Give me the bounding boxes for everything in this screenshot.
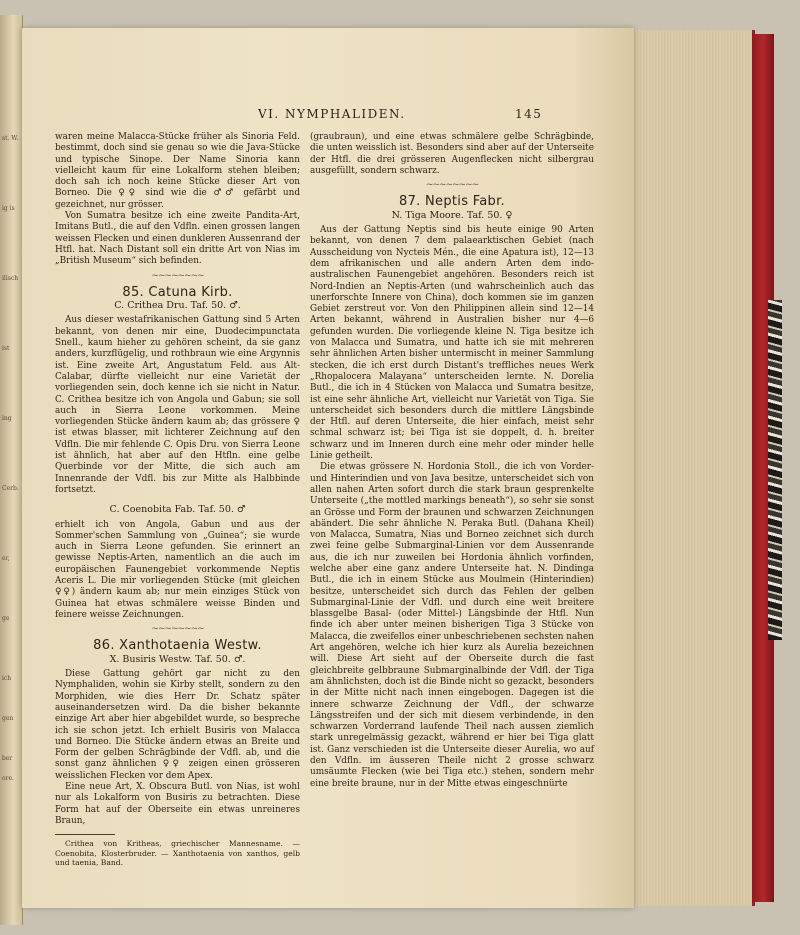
left-column <box>55 132 300 868</box>
section-ornament: ~~~~~~~~ <box>151 270 204 281</box>
page-block-edge <box>634 30 755 906</box>
section-title: 87. Neptis Fabr. <box>399 194 505 210</box>
paragraph: Aus der Gattung Neptis sind bis heute einige 90 Arten bekannt, von denen 7 dem palaearktischen Gebiet (nach Ausscheidung von Nycteis Mén., die eine Apatura ist), 12—13 dem afrikanischen und alle andern Arten dem indo-australischen Faunengebiet angehören. Besonders reich ist Nord-Indien an Neptis-Arten (und wahrscheinlich auch das unerforschte Innere von China), doch kommen sie im ganzen Gebiet zerstreut vor. Von den Philippinen allein sind 12—14 Arten bekannt, während in Australien bisher nur 4—6 gefunden wurden. Die vorliegende kleine N. Tiga besitze ich von Malacca und Sumatra, und hatte ich sie mit mehreren sehr ähnlichen Arten bisher untermischt in meiner Sammlung stecken, die ich erst durch Distant's treffliches neues Werk „Rhopalocera Malayana“ unterscheiden lernte. N. Dorelia Butl., die ich in 4 Stücken von Malacca und Sumatra besitze, ist eine sehr ähnliche Art, vielleicht nur Varietät von Tiga. Sie unterscheidet sich besonders durch die mittlere Längsbinde der Htfl. auf deren Unterseite, die hier einfach, meist sehr schmal schwarz ist; bei Tiga ist sie doppelt, d. h. breiter schwarz und im Inneren durch eine mehr oder minder helle Linie getheilt. <box>310 225 594 462</box>
page-number: 145 <box>515 107 543 121</box>
paragraph: Aus dieser westafrikanischen Gattung sind 5 Arten bekannt, von denen mir eine, Duodecimpunctata Snell., kaum hieher zu gehören scheint, da sie ganz anders, kurzflügelig, und rothbraun wie eine Argynnis ist. Eine zweite Art, Angustatum Feld. aus Alt-Calabar, dürfte vielleicht nur eine Varietät der vorliegenden sein, doch kenne ich sie nicht in Natur. C. Crithea besitze ich von Angola und Gabun; sie soll auch in Sierra Leone vorkommen. Meine vorliegenden Stücke ändern kaum ab; das grössere ♀ ist etwas blasser, mit lichterer Zeichnung auf den Vdfln. Die mir fehlende C. Opis Dru. von Sierra Leone ist ähnlich, hat aber auf den Htfln. eine gelbe Querbinde vor der Mitte, die sich auch am Innenrande der Vdfl. bis zur Mitte als Halbbinde fortsetzt. <box>55 315 300 495</box>
paragraph: Diese Gattung gehört gar nicht zu den Nymphaliden, wohin sie Kirby stellt, sondern zu den Morphiden, wie dies Herr Dr. Schatz später auseinandersetzen wird. Da die bisher bekannte einzige Art aber hier abgebildet wurde, so bespreche ich sie schon jetzt. Ich erhielt Busiris von Malacca und Borneo. Die Stücke ändern etwas an Breite und Form der gelben Schrägbinde der Vdfl. ab, und die sonst ganz ähnlichen ♀♀ zeigen einen grösseren weisslichen Flecken vor dem Apex. <box>55 669 300 781</box>
sliver-text: ist <box>2 345 10 352</box>
sliver-text: ing <box>2 415 12 422</box>
sliver-text: gen <box>2 715 14 722</box>
species-heading: C. Coenobita Fab. Taf. 50. ♂ <box>109 504 246 516</box>
section-ornament: ~~~~~~~~ <box>151 624 204 635</box>
right-column <box>310 132 594 790</box>
section-title: 86. Xanthotaenia Westw. <box>93 638 262 654</box>
sliver-text: er, <box>2 555 10 562</box>
paragraph: (graubraun), und eine etwas schmälere gelbe Schrägbinde, die unten weisslich ist. Besonders sind aber auf der Unterseite der Htfl. die drei grösseren Augenflecken nicht silbergrau ausgefüllt, sondern schwarz. <box>310 132 594 176</box>
paragraph: Eine neue Art, X. Obscura Butl. von Nias, ist wohl nur als Lokalform von Busiris zu betrachten. Diese Form hat auf der Oberseite ein etwas unreineres Braun, <box>55 782 300 826</box>
sliver-text: ich <box>2 675 12 682</box>
sliver-text: Cerb. <box>2 485 19 492</box>
paragraph: waren meine Malacca-Stücke früher als Sinoria Feld. bestimmt, doch sind sie genau so wie die Java-Stücke und typische Sinope. Der Name Sinoria kann vielleicht kaum für eine Lokalform stehen bleiben; doch sah ich noch keine Stücke dieser Art von Borneo. Die ♀♀ sind wie die ♂♂ gefärbt und gezeichnet, nur grösser. <box>55 132 300 210</box>
species-heading: N. Tiga Moore. Taf. 50. ♀ <box>391 209 513 221</box>
marbled-endpaper <box>768 300 782 640</box>
previous-page-edge <box>0 15 23 925</box>
sliver-text: ore. <box>2 775 14 782</box>
species-heading: X. Busiris Westw. Taf. 50. ♂. <box>109 653 246 665</box>
section-ornament: ~~~~~~~~ <box>425 180 479 191</box>
paragraph: Von Sumatra besitze ich eine zweite Pandita-Art, Imitans Butl., die auf den Vdfln. einen grossen langen weissen Flecken und einen dunkleren Aussenrand der Htfl. hat. Nach Distant soll ein dritte Art von Nias im „British Museum“ sich befinden. <box>55 211 300 267</box>
paragraph: erhielt ich von Angola, Gabun und aus der Sommer'schen Sammlung von „Guinea“; sie wurde auch in Sierra Leone gefunden. Sie erinnert an gewisse Neptis-Arten, namentlich an die auch im europäischen Faunengebiet vorkommende Neptis Aceris L. Die mir vorliegenden Stücke (mit gleichen ♀♀) ändern kaum ab; nur mein einziges Stück von Guinea hat etwas schmälere weisse Binden und feinere weisse Zeichnungen. <box>55 519 300 620</box>
section-title: 85. Catuna Kirb. <box>122 284 233 300</box>
sliver-text: ber <box>2 755 13 762</box>
sliver-text: ig is <box>2 205 15 212</box>
sliver-text: st. W. <box>2 135 19 142</box>
paragraph: Die etwas grössere N. Hordonia Stoll., die ich von Vorder- und Hinterindien und von Java besitze, unterscheidet sich von allen nahen Arten sofort durch die stark braun gesprenkelte Unterseite („the mottled markings beneath“), so sehr sie sonst an Grösse und Form der braunen und schwarzen Zeichnungen abändert. Die sehr ähnliche N. Peraka Butl. (Dahana Kheil) von Malacca, Sumatra, Nias und Borneo zeichnet sich durch zwei feine gelbe Submarginal-Linien vor dem Aussenrande aus, die ich nur zuweilen bei Hordonia ähnlich vorfinden, welche aber eine ganz andere Unterseite hat. N. Dindinga Butl., die ich in einem Stücke aus Moulmein (Hinterindien) besitze, unterscheidet sich durch das Fehlen der gelben Submarginal-Linie der Vdfl. und durch eine weit breitere blassgelbe Basal- (oder Mittel-) Längsbinde der Htfl. Nun finde ich aber unter meinen bisherigen Tiga 3 Stücke von Malacca, die zweifellos einer unbeschriebenen sechsten nahen Art angehören, welche ich hier kurz als Aurelia bezeichnen will. Diese Art sieht auf der Oberseite durch die fast gleichbreite gelbbraune Submarginalbinde der Vdfl. der Tiga am ähnlichsten, doch ist die Binde nicht so gezackt, besonders in der Mitte nicht nach innen eingebogen. Dagegen ist die innere schwarze Zeichnung der Vdfl., der schwarze Längsstreifen und der sich mit diesem verbindende, in den schwarzen Vorderrand laufende Theil nach aussen ziemlich stark unregelmässig gezackt, während er hier bei Tiga glatt ist. Ganz verschieden ist die Unterseite dieser Aurelia, wo auf den Vdfln. im äusseren Theile nicht 2 grosse schwarz umsäumte Flecken (wie bei Tiga etc.) stehen, sondern mehr eine breite braune, nur in der Mitte etwas eingeschnürte <box>310 462 594 789</box>
footnote-rule <box>55 834 115 835</box>
footnote: Crithea von Kritheas, griechischer Mannesname. — Coenobita, Klosterbruder. — Xanthotaenia von xanthos, gelb und taenia, Band. <box>55 839 300 868</box>
book-page <box>22 28 634 908</box>
species-heading: C. Crithea Dru. Taf. 50. ♂. <box>114 300 241 312</box>
sliver-text: ge <box>2 615 10 622</box>
running-title: VI. NYMPHALIDEN. <box>258 107 406 121</box>
sliver-text: ilisch <box>2 275 19 282</box>
